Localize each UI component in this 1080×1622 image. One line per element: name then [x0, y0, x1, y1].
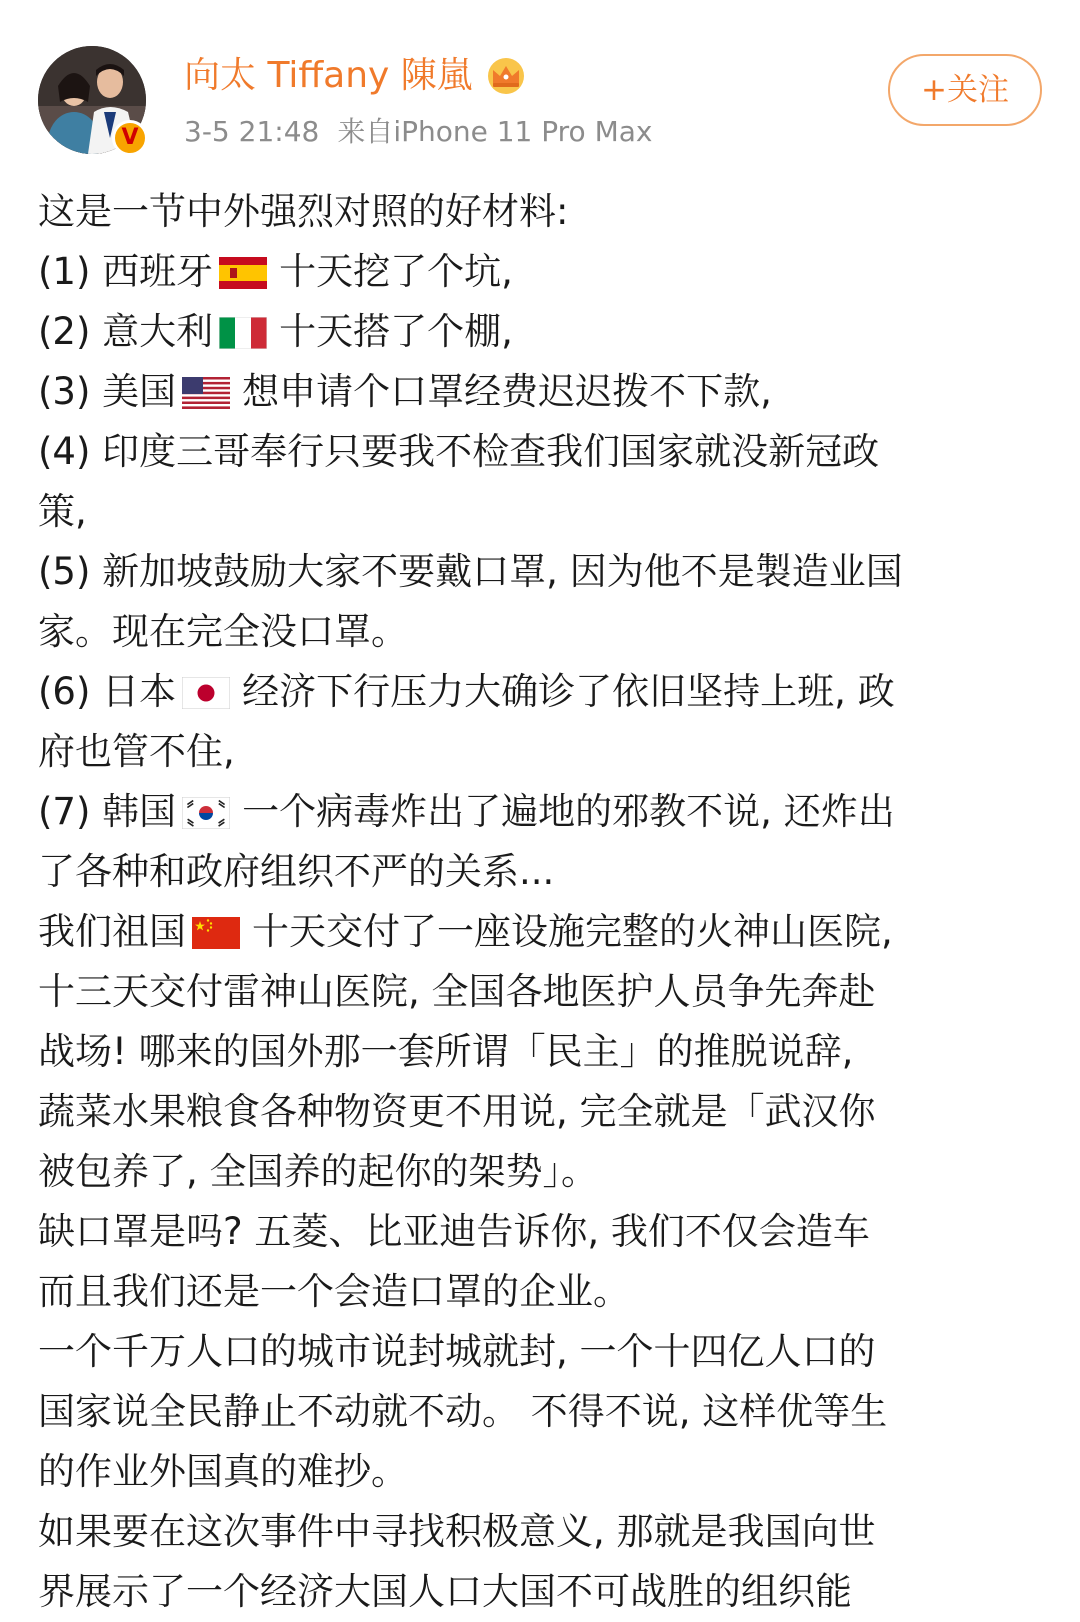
content-line [38, 542, 1048, 602]
line-text: (7) 韩国 [38, 790, 177, 833]
line-text: 如果要在这次事件中寻找积极意义, 那就是我国向世 [38, 1510, 876, 1553]
line-text: 一个千万人口的城市说封城就封, 一个十四亿人口的 [38, 1330, 876, 1373]
content-line [38, 1382, 1048, 1442]
content-line [38, 362, 1048, 422]
content-line [38, 1562, 1048, 1622]
content-line [38, 1322, 1048, 1382]
usa-flag-icon [182, 377, 230, 409]
line-text: 界展示了一个经济大国人口大国不可战胜的组织能 [38, 1570, 852, 1613]
username[interactable]: 向太 Tiffany 陳嵐 [184, 55, 473, 96]
content-line [38, 1442, 1048, 1502]
line-text: 我们祖国 [38, 910, 186, 953]
content-line [38, 482, 1048, 542]
content-line [38, 602, 1048, 662]
content-line [38, 902, 1048, 962]
spain-flag-icon [219, 257, 267, 289]
post-header [0, 0, 1080, 160]
china-flag-icon [192, 917, 240, 949]
line-text: 一个病毒炸出了遍地的邪教不说, 还炸出 [242, 790, 895, 833]
line-text: (2) 意大利 [38, 310, 214, 353]
content-line [38, 182, 1048, 242]
post-meta [184, 112, 652, 152]
line-text: (1) 西班牙 [38, 250, 214, 293]
line-text: 而且我们还是一个会造口罩的企业。 [38, 1270, 630, 1313]
verified-badge-icon: V [112, 120, 148, 156]
korea-flag-icon [182, 797, 230, 829]
italy-flag-icon [219, 317, 267, 349]
content-line [38, 422, 1048, 482]
line-text: 想申请个口罩经费迟迟拨不下款, [242, 370, 772, 413]
line-text: 府也管不住, [38, 730, 235, 773]
line-text: 战场! 哪来的国外那一套所谓「民主」的推脱说辞, [38, 1030, 854, 1073]
line-text: (5) 新加坡鼓励大家不要戴口罩, 因为他不是製造业国 [38, 550, 903, 593]
japan-flag-icon [182, 677, 230, 709]
line-text: (4) 印度三哥奉行只要我不检查我们国家就没新冠政 [38, 430, 880, 473]
content-line [38, 722, 1048, 782]
line-text: 十三天交付雷神山医院, 全国各地医护人员争先奔赴 [38, 970, 876, 1013]
line-text: (3) 美国 [38, 370, 177, 413]
line-text: 十天交付了一座设施完整的火神山医院, [252, 910, 893, 953]
content-line [38, 1142, 1048, 1202]
line-text: 十天挖了个坑, [279, 250, 513, 293]
content-line [38, 782, 1048, 842]
line-text: 十天搭了个棚, [279, 310, 513, 353]
follow-button[interactable]: +关注 [888, 54, 1042, 126]
line-text: 策, [38, 490, 87, 533]
line-text: 缺口罩是吗? 五菱、比亚迪告诉你, 我们不仅会造车 [38, 1210, 870, 1253]
content-line [38, 1202, 1048, 1262]
content-line [38, 842, 1048, 902]
content-line [38, 1022, 1048, 1082]
line-text: 国家说全民静止不动就不动。 不得不说, 这样优等生 [38, 1390, 888, 1433]
line-text: 蔬菜水果粮食各种物资更不用说, 完全就是「武汉你 [38, 1090, 876, 1133]
line-text: 的作业外国真的难抄。 [38, 1450, 408, 1493]
content-line [38, 662, 1048, 722]
timestamp: 3-5 21:48 [184, 115, 320, 148]
line-text: 家。现在完全没口罩。 [38, 610, 408, 653]
content-line [38, 242, 1048, 302]
line-text: 被包养了, 全国养的起你的架势」。 [38, 1150, 599, 1193]
post-content [38, 182, 1048, 1622]
content-line [38, 1262, 1048, 1322]
content-line [38, 1082, 1048, 1142]
content-line [38, 962, 1048, 1022]
content-line [38, 302, 1048, 362]
line-text: 这是一节中外强烈对照的好材料: [38, 190, 569, 233]
content-line [38, 1502, 1048, 1562]
post-source: 来自iPhone 11 Pro Max [337, 115, 653, 148]
line-text: (6) 日本 [38, 670, 177, 713]
crown-icon [484, 56, 528, 96]
line-text: 经济下行压力大确诊了依旧坚持上班, 政 [242, 670, 895, 713]
line-text: 了各种和政府组织不严的关系... [38, 850, 555, 893]
